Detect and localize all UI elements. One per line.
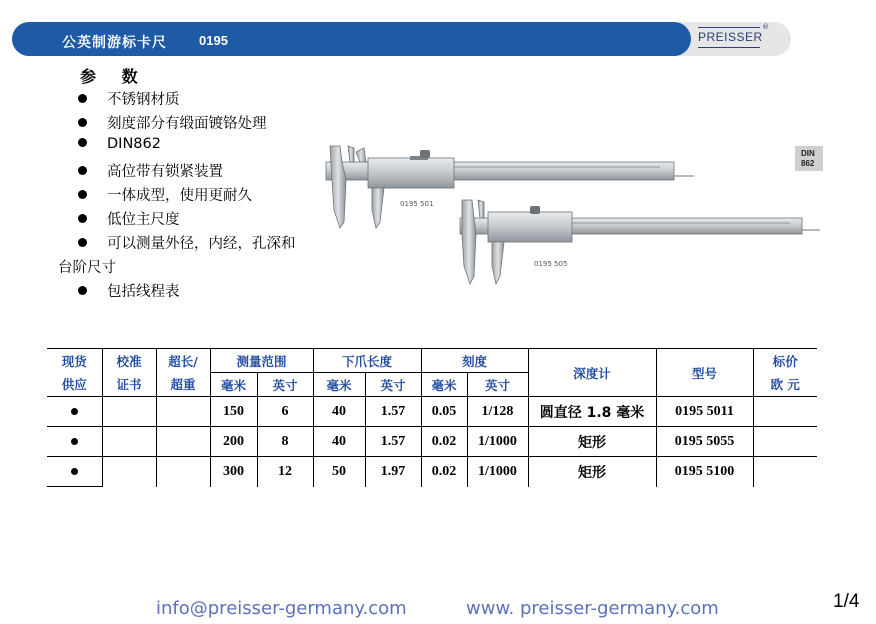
oversize-cell: [156, 457, 210, 487]
price-cell: [753, 427, 817, 457]
bullet-icon: [78, 118, 87, 127]
din-badge-top: DIN: [801, 149, 815, 158]
caliper-1-label: 0195 501: [400, 200, 434, 208]
model-code: 0195: [199, 33, 228, 48]
feature-item: 包括线程表: [78, 280, 180, 301]
header-model: 型号: [656, 349, 753, 397]
grad-inch-cell: 1/1000: [467, 457, 528, 487]
table-row: [47, 457, 817, 487]
header-calibration-2: 证书: [102, 373, 156, 397]
oversize-cell: [156, 397, 210, 427]
header-oversize: 超长/: [156, 349, 210, 373]
header-stock: 现货: [47, 349, 102, 373]
grad-inch-cell: 1/1000: [467, 427, 528, 457]
oversize-cell: [156, 427, 210, 457]
bullet-icon: [78, 138, 87, 147]
range-inch-cell: 6: [257, 397, 313, 427]
feature-item: DIN862: [78, 136, 161, 152]
range-mm-cell: 150: [210, 397, 257, 427]
table-row: [47, 427, 817, 457]
header-depth: 深度计: [528, 349, 656, 397]
grad-mm-cell: 0.02: [421, 457, 467, 487]
price-cell: [753, 457, 817, 487]
calibration-cell: [102, 457, 156, 487]
calibration-cell: [102, 427, 156, 457]
bullet-icon: [78, 166, 87, 175]
jaw-inch-cell: 1.57: [365, 427, 421, 457]
model-cell: 0195 5055: [656, 427, 753, 457]
header-stock-2: 供应: [61, 377, 87, 393]
range-inch-cell: 12: [257, 457, 313, 487]
footer-email-link[interactable]: info@preisser-germany.com: [156, 598, 407, 619]
jaw-mm-cell: 40: [313, 397, 365, 427]
jaw-inch-cell: 1.97: [365, 457, 421, 487]
grad-mm-cell: 0.05: [421, 397, 467, 427]
header-range: 测量范围: [210, 349, 313, 373]
table-row: [47, 397, 817, 427]
feature-item-continuation: 台阶尺寸: [58, 260, 116, 276]
brand-line-bottom: [698, 47, 760, 48]
model-cell: 0195 5100: [656, 457, 753, 487]
feature-item: 刻度部分有缎面镀铬处理: [78, 112, 267, 133]
header-range-mm: 毫米: [210, 373, 257, 397]
range-inch-cell: 8: [257, 427, 313, 457]
bullet-icon: [78, 214, 87, 223]
caliper-product-image: [320, 140, 830, 290]
depth-cell: 矩形: [528, 427, 656, 457]
footer-website-link[interactable]: www. preisser-germany.com: [466, 598, 719, 619]
header-bar: [12, 22, 792, 56]
header-grad-inch: 英寸: [467, 373, 528, 397]
jaw-mm-cell: 40: [313, 427, 365, 457]
params-title: 参 数: [80, 67, 148, 86]
registered-mark: ®: [762, 23, 769, 31]
bullet-icon: [78, 190, 87, 199]
spec-table: [47, 348, 817, 487]
din-badge: [795, 146, 823, 171]
caliper-2-label: 0195 505: [534, 260, 568, 268]
bullet-icon: [78, 238, 87, 247]
range-mm-cell: 300: [210, 457, 257, 487]
header-grad-mm: 毫米: [421, 373, 467, 397]
header-oversize-2: 超重: [156, 373, 210, 397]
header-jaw-inch: 英寸: [365, 373, 421, 397]
feature-item: 不锈钢材质: [78, 88, 180, 109]
page-number: 1/4: [833, 591, 860, 612]
grad-mm-cell: 0.02: [421, 427, 467, 457]
caliper-2: [460, 200, 820, 284]
depth-cell: 圆直径 1.8 毫米: [528, 397, 656, 427]
header-range-inch: 英寸: [257, 373, 313, 397]
header-jaw-mm: 毫米: [313, 373, 365, 397]
bullet-icon: [78, 94, 87, 103]
in-stock-dot-icon: [71, 438, 78, 445]
feature-item: 低位主尺度: [78, 208, 180, 229]
header-calibration: 校准: [102, 349, 156, 373]
in-stock-dot-icon: [71, 408, 78, 415]
header-jaw-length: 下爪长度: [313, 349, 421, 373]
brand-logo: PREISSER: [698, 30, 763, 44]
page-title: 公英制游标卡尺: [62, 35, 167, 51]
header-price-2: 欧 元: [753, 373, 817, 397]
feature-item: 一体成型，使用更耐久: [78, 184, 252, 205]
jaw-mm-cell: 50: [313, 457, 365, 487]
header-price: 标价: [753, 349, 817, 373]
din-badge-bottom: 862: [801, 159, 815, 168]
bullet-icon: [78, 286, 87, 295]
calibration-cell: [102, 397, 156, 427]
feature-item: 高位带有锁紧装置: [78, 160, 223, 181]
grad-inch-cell: 1/128: [467, 397, 528, 427]
depth-cell: 矩形: [528, 457, 656, 487]
header-graduation: 刻度: [421, 349, 528, 373]
model-cell: 0195 5011: [656, 397, 753, 427]
in-stock-dot-icon: [71, 468, 78, 475]
jaw-inch-cell: 1.57: [365, 397, 421, 427]
brand-line-top: [698, 27, 760, 28]
feature-item: 可以测量外径，内经，孔深和: [78, 232, 296, 253]
range-mm-cell: 200: [210, 427, 257, 457]
price-cell: [753, 397, 817, 427]
